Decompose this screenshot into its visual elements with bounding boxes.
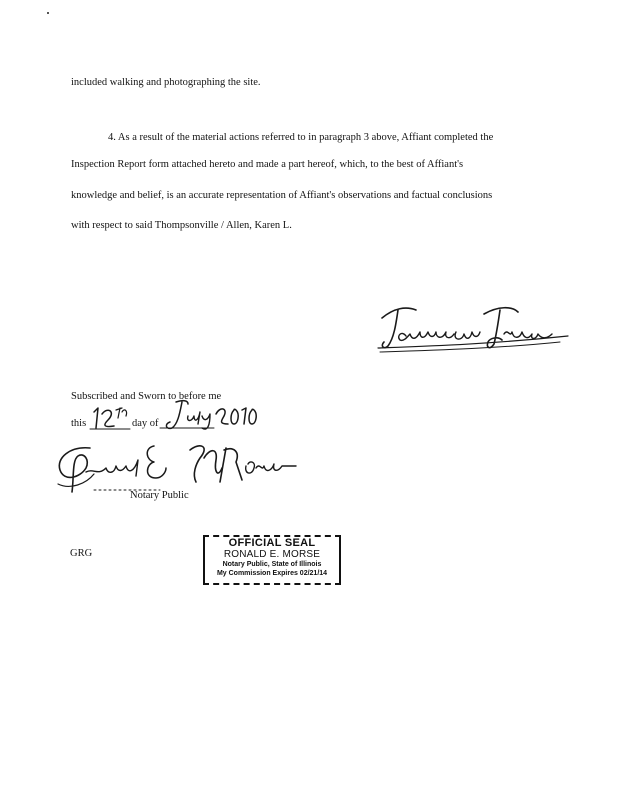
- subscribed-line: Subscribed and Sworn to before me: [71, 391, 222, 402]
- affiant-signature: [372, 298, 572, 356]
- paragraph-4-line-4: with respect to said Thompsonville / Allen, Karen L.: [71, 220, 292, 231]
- seal-commission-expiry: My Commission Expires 02/21/14: [216, 570, 328, 577]
- continuation-line: included walking and photographing the site.: [71, 77, 261, 88]
- handwritten-year: [214, 404, 262, 432]
- handwritten-day: [88, 404, 132, 432]
- official-seal-stamp: [203, 535, 341, 585]
- paragraph-4-line-2: Inspection Report form attached hereto and made a part hereof, which, to the best of Affiant's: [71, 159, 464, 170]
- scan-speck: [47, 12, 49, 14]
- paragraph-4-line-3: knowledge and belief, is an accurate representation of Affiant's observations and factual conclusions: [71, 190, 493, 201]
- day-of-label: day of: [132, 418, 159, 429]
- initials: GRG: [70, 548, 93, 559]
- seal-notary-state: Notary Public, State of Illinois: [222, 561, 322, 568]
- this-label: this: [71, 418, 87, 429]
- handwritten-month: [158, 398, 216, 434]
- notary-public-label: Notary Public: [130, 490, 189, 501]
- seal-title: OFFICIAL SEAL: [228, 537, 316, 549]
- paragraph-4-line-1: 4. As a result of the material actions referred to in paragraph 3 above, Affiant completed the: [108, 132, 494, 143]
- seal-name: RONALD E. MORSE: [223, 549, 321, 560]
